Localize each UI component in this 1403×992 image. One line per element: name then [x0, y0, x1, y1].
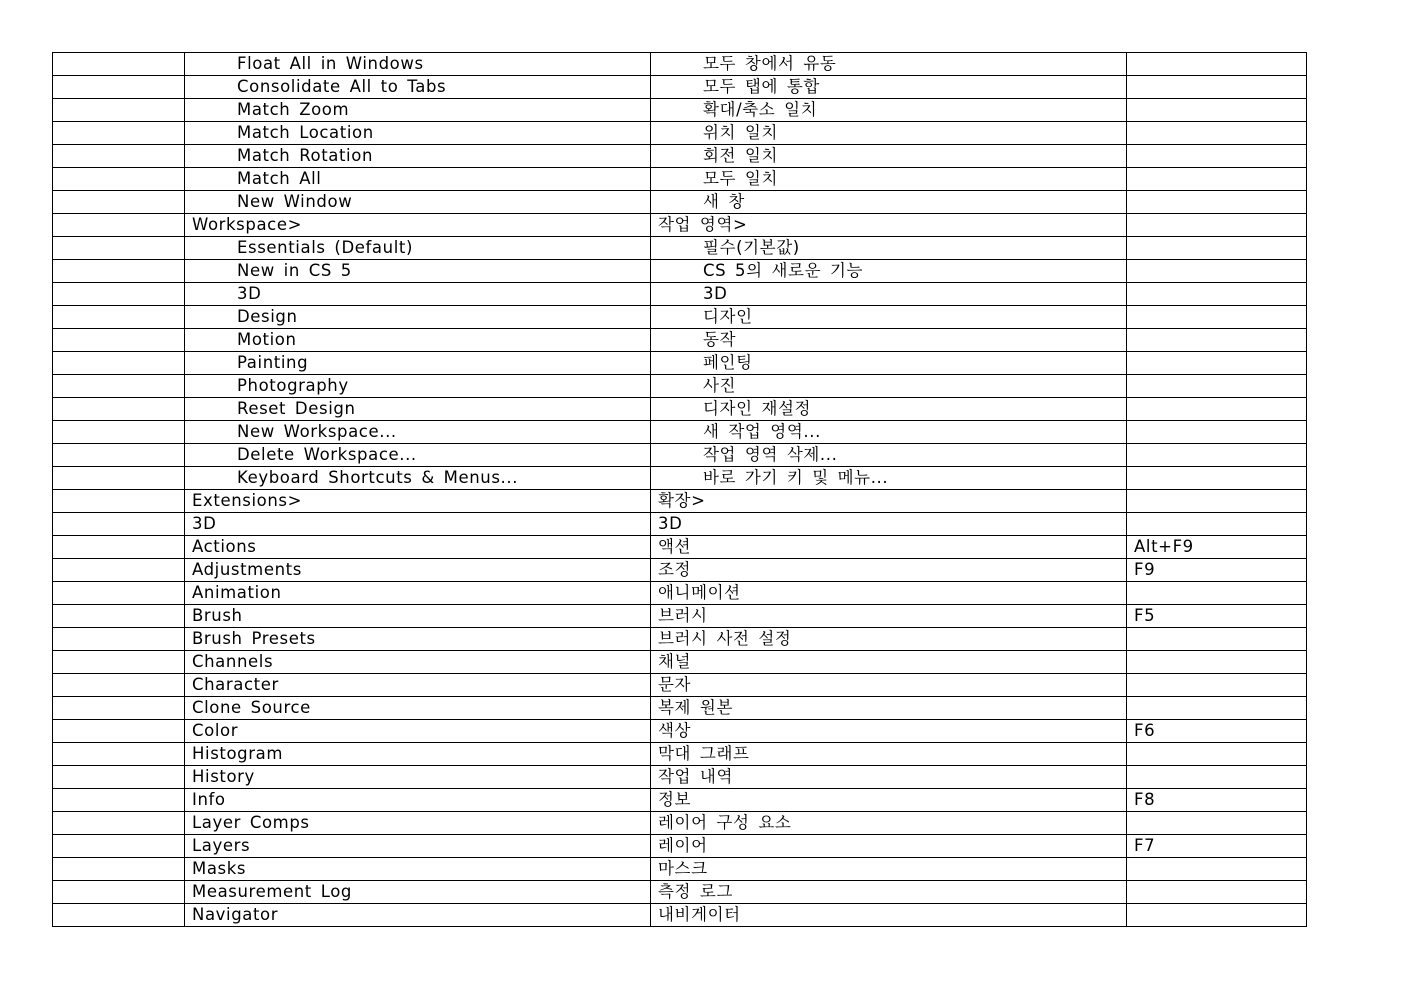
korean-menu-item: 정보 [651, 789, 1127, 812]
english-menu-item: Channels [185, 651, 651, 674]
english-menu-item: Histogram [185, 743, 651, 766]
english-menu-item: Navigator [185, 904, 651, 927]
shortcut-key [1127, 812, 1307, 835]
shortcut-key [1127, 582, 1307, 605]
blank-cell [53, 858, 185, 881]
table-row [53, 651, 1307, 674]
shortcut-key [1127, 283, 1307, 306]
korean-menu-item: 작업 내역 [651, 766, 1127, 789]
table-row [53, 398, 1307, 421]
english-menu-item: Essentials (Default) [185, 237, 651, 260]
shortcut-key [1127, 214, 1307, 237]
english-menu-item: New in CS 5 [185, 260, 651, 283]
table-row [53, 536, 1307, 559]
blank-cell [53, 352, 185, 375]
korean-menu-item: 조정 [651, 559, 1127, 582]
korean-menu-item: 브러시 사전 설정 [651, 628, 1127, 651]
table-row [53, 858, 1307, 881]
blank-cell [53, 605, 185, 628]
korean-menu-item: 작업 영역 삭제... [651, 444, 1127, 467]
english-menu-item: Layer Comps [185, 812, 651, 835]
korean-menu-item: 확대/축소 일치 [651, 99, 1127, 122]
blank-cell [53, 467, 185, 490]
korean-menu-item: 색상 [651, 720, 1127, 743]
blank-cell [53, 421, 185, 444]
blank-cell [53, 99, 185, 122]
blank-cell [53, 835, 185, 858]
korean-menu-item: 채널 [651, 651, 1127, 674]
table-row [53, 444, 1307, 467]
korean-menu-item: 3D [651, 513, 1127, 536]
menu-translation-table [52, 52, 1307, 927]
english-menu-item: Design [185, 306, 651, 329]
table-row [53, 99, 1307, 122]
table-row [53, 513, 1307, 536]
table-row [53, 904, 1307, 927]
blank-cell [53, 904, 185, 927]
shortcut-key [1127, 513, 1307, 536]
english-menu-item: Masks [185, 858, 651, 881]
english-menu-item: Match Rotation [185, 145, 651, 168]
table-row [53, 881, 1307, 904]
korean-menu-item: 회전 일치 [651, 145, 1127, 168]
table-row [53, 237, 1307, 260]
shortcut-key: Alt+F9 [1127, 536, 1307, 559]
english-menu-item: Workspace> [185, 214, 651, 237]
table-row [53, 490, 1307, 513]
korean-menu-item: CS 5의 새로운 기능 [651, 260, 1127, 283]
korean-menu-item: 작업 영역> [651, 214, 1127, 237]
table-row [53, 743, 1307, 766]
blank-cell [53, 559, 185, 582]
table-row [53, 352, 1307, 375]
english-menu-item: 3D [185, 513, 651, 536]
english-menu-item: Layers [185, 835, 651, 858]
korean-menu-item: 위치 일치 [651, 122, 1127, 145]
english-menu-item: Painting [185, 352, 651, 375]
table-row [53, 674, 1307, 697]
blank-cell [53, 582, 185, 605]
shortcut-key [1127, 467, 1307, 490]
blank-cell [53, 168, 185, 191]
english-menu-item: Info [185, 789, 651, 812]
blank-cell [53, 306, 185, 329]
table-row [53, 329, 1307, 352]
blank-cell [53, 789, 185, 812]
blank-cell [53, 651, 185, 674]
korean-menu-item: 문자 [651, 674, 1127, 697]
table-row [53, 605, 1307, 628]
english-menu-item: Adjustments [185, 559, 651, 582]
shortcut-key [1127, 329, 1307, 352]
blank-cell [53, 191, 185, 214]
english-menu-item: Brush Presets [185, 628, 651, 651]
shortcut-key [1127, 697, 1307, 720]
korean-menu-item: 사진 [651, 375, 1127, 398]
blank-cell [53, 283, 185, 306]
shortcut-key [1127, 490, 1307, 513]
table-row [53, 421, 1307, 444]
shortcut-key: F9 [1127, 559, 1307, 582]
korean-menu-item: 복제 원본 [651, 697, 1127, 720]
english-menu-item: Match All [185, 168, 651, 191]
english-menu-item: New Window [185, 191, 651, 214]
table-row [53, 283, 1307, 306]
table-row [53, 812, 1307, 835]
shortcut-key [1127, 904, 1307, 927]
table-row [53, 168, 1307, 191]
blank-cell [53, 76, 185, 99]
blank-cell [53, 398, 185, 421]
table-row [53, 76, 1307, 99]
shortcut-key [1127, 145, 1307, 168]
shortcut-key [1127, 122, 1307, 145]
table-row [53, 306, 1307, 329]
table-row [53, 53, 1307, 76]
english-menu-item: New Workspace... [185, 421, 651, 444]
english-menu-item: Clone Source [185, 697, 651, 720]
english-menu-item: Delete Workspace... [185, 444, 651, 467]
korean-menu-item: 내비게이터 [651, 904, 1127, 927]
shortcut-key [1127, 398, 1307, 421]
korean-menu-item: 레이어 구성 요소 [651, 812, 1127, 835]
korean-menu-item: 페인팅 [651, 352, 1127, 375]
shortcut-key [1127, 651, 1307, 674]
blank-cell [53, 260, 185, 283]
english-menu-item: Match Zoom [185, 99, 651, 122]
korean-menu-item: 마스크 [651, 858, 1127, 881]
shortcut-key [1127, 674, 1307, 697]
korean-menu-item: 새 창 [651, 191, 1127, 214]
english-menu-item: Consolidate All to Tabs [185, 76, 651, 99]
english-menu-item: Animation [185, 582, 651, 605]
table-row [53, 122, 1307, 145]
shortcut-key [1127, 306, 1307, 329]
shortcut-key [1127, 191, 1307, 214]
english-menu-item: History [185, 766, 651, 789]
blank-cell [53, 237, 185, 260]
table-row [53, 559, 1307, 582]
shortcut-key [1127, 76, 1307, 99]
korean-menu-item: 막대 그래프 [651, 743, 1127, 766]
table-row [53, 697, 1307, 720]
korean-menu-item: 필수(기본값) [651, 237, 1127, 260]
blank-cell [53, 697, 185, 720]
blank-cell [53, 375, 185, 398]
table-row [53, 835, 1307, 858]
table-row [53, 628, 1307, 651]
english-menu-item: 3D [185, 283, 651, 306]
table-row [53, 145, 1307, 168]
blank-cell [53, 812, 185, 835]
table-row [53, 260, 1307, 283]
shortcut-key [1127, 53, 1307, 76]
korean-menu-item: 액션 [651, 536, 1127, 559]
korean-menu-item: 바로 가기 키 및 메뉴... [651, 467, 1127, 490]
shortcut-key [1127, 99, 1307, 122]
korean-menu-item: 측정 로그 [651, 881, 1127, 904]
english-menu-item: Match Location [185, 122, 651, 145]
english-menu-item: Actions [185, 536, 651, 559]
shortcut-key [1127, 858, 1307, 881]
shortcut-key: F6 [1127, 720, 1307, 743]
blank-cell [53, 513, 185, 536]
blank-cell [53, 743, 185, 766]
blank-cell [53, 329, 185, 352]
shortcut-key: F8 [1127, 789, 1307, 812]
shortcut-key [1127, 881, 1307, 904]
english-menu-item: Keyboard Shortcuts & Menus... [185, 467, 651, 490]
korean-menu-item: 3D [651, 283, 1127, 306]
shortcut-key [1127, 628, 1307, 651]
english-menu-item: Brush [185, 605, 651, 628]
korean-menu-item: 디자인 [651, 306, 1127, 329]
blank-cell [53, 720, 185, 743]
blank-cell [53, 145, 185, 168]
blank-cell [53, 536, 185, 559]
blank-cell [53, 881, 185, 904]
shortcut-key: F7 [1127, 835, 1307, 858]
korean-menu-item: 새 작업 영역... [651, 421, 1127, 444]
korean-menu-item: 브러시 [651, 605, 1127, 628]
table-row [53, 766, 1307, 789]
english-menu-item: Color [185, 720, 651, 743]
english-menu-item: Extensions> [185, 490, 651, 513]
shortcut-key [1127, 260, 1307, 283]
english-menu-item: Reset Design [185, 398, 651, 421]
table-row [53, 214, 1307, 237]
korean-menu-item: 애니메이션 [651, 582, 1127, 605]
shortcut-key [1127, 743, 1307, 766]
blank-cell [53, 766, 185, 789]
korean-menu-item: 모두 일치 [651, 168, 1127, 191]
shortcut-key [1127, 168, 1307, 191]
table-row [53, 375, 1307, 398]
blank-cell [53, 444, 185, 467]
table-row [53, 467, 1307, 490]
table-row [53, 720, 1307, 743]
blank-cell [53, 122, 185, 145]
blank-cell [53, 53, 185, 76]
english-menu-item: Float All in Windows [185, 53, 651, 76]
table-row [53, 191, 1307, 214]
korean-menu-item: 레이어 [651, 835, 1127, 858]
blank-cell [53, 674, 185, 697]
shortcut-key [1127, 352, 1307, 375]
blank-cell [53, 214, 185, 237]
korean-menu-item: 모두 탭에 통합 [651, 76, 1127, 99]
korean-menu-item: 동작 [651, 329, 1127, 352]
shortcut-key [1127, 375, 1307, 398]
table-row [53, 789, 1307, 812]
blank-cell [53, 490, 185, 513]
korean-menu-item: 확장> [651, 490, 1127, 513]
english-menu-item: Motion [185, 329, 651, 352]
shortcut-key: F5 [1127, 605, 1307, 628]
korean-menu-item: 모두 창에서 유동 [651, 53, 1127, 76]
shortcut-key [1127, 766, 1307, 789]
english-menu-item: Photography [185, 375, 651, 398]
table-body [53, 53, 1307, 927]
english-menu-item: Character [185, 674, 651, 697]
blank-cell [53, 628, 185, 651]
shortcut-key [1127, 237, 1307, 260]
korean-menu-item: 디자인 재설정 [651, 398, 1127, 421]
english-menu-item: Measurement Log [185, 881, 651, 904]
shortcut-key [1127, 444, 1307, 467]
table-row [53, 582, 1307, 605]
shortcut-key [1127, 421, 1307, 444]
